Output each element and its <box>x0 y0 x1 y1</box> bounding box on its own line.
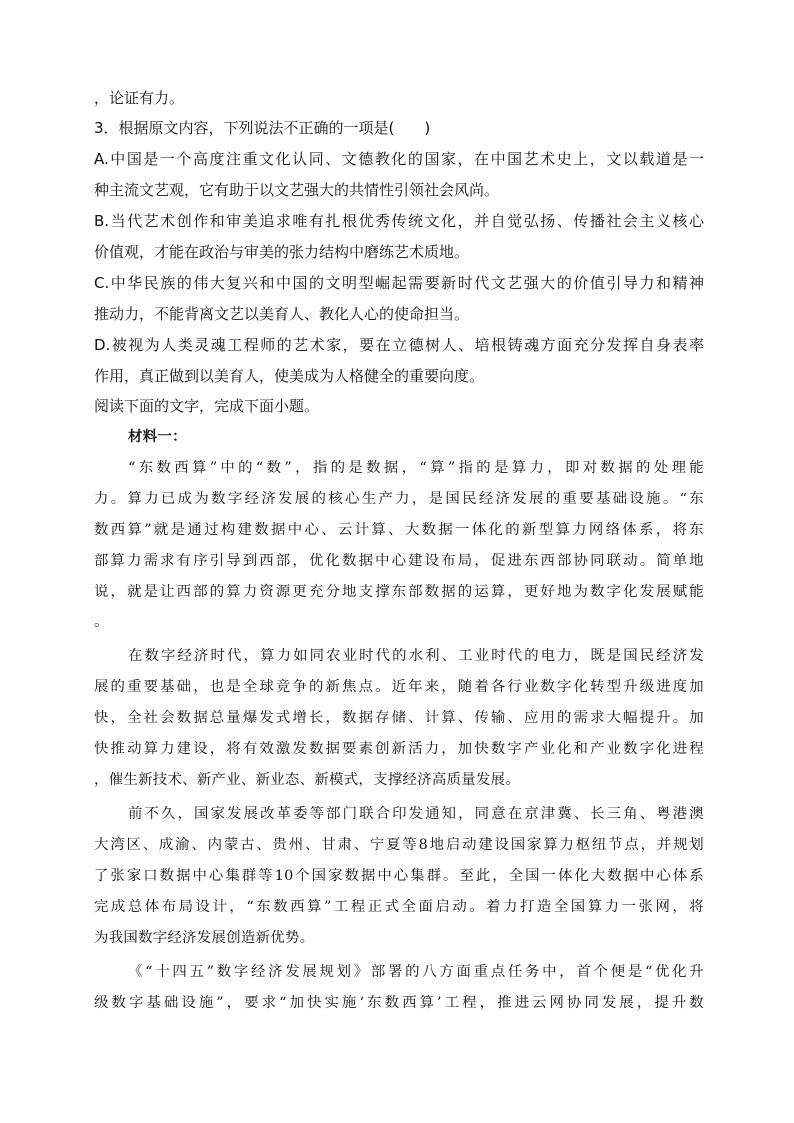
text-line: 3．根据原文内容，下列说法不正确的一项是( ) <box>94 119 431 137</box>
text-line: 说，就是让西部的算力资源更充分地支撑东部数据的运算，更好地为数字化发展赋能 <box>94 584 704 600</box>
text-line: 完成总体布局设计，“东数西算”工程正式全面启动。着力打造全国算力一张网，将 <box>94 899 704 915</box>
text-line: B.当代艺术创作和审美追求唯有扎根优秀传统文化，并自觉弘扬、传播社会主义核心 <box>94 212 704 230</box>
text-line: 材料一： <box>128 428 187 445</box>
text-line: 快，全社会数据总量爆发式增长，数据存储、计算、传输、应用的需求大幅提升。加 <box>94 710 704 726</box>
text-line: 级数字基础设施”，要求“加快实施‘东数西算’工程，推进云网协同发展，提升数 <box>94 995 704 1011</box>
text-line: D.被视为人类灵魂工程师的艺术家，要在立德树人、培根铸魂方面充分发挥自身表率 <box>94 336 704 354</box>
text-line: 展的重要基础，也是全球竞争的新焦点。近年来，随着各行业数字化转型升级进度加 <box>94 679 704 695</box>
text-line: 数西算”就是通过构建数据中心、云计算、大数据一体化的新型算力网络体系，将东 <box>94 522 704 538</box>
text-line: 阅读下面的文字，完成下面小题。 <box>94 397 320 415</box>
text-line: 种主流文艺观，它有助于以文艺强大的共情性引领社会风尚。 <box>94 181 500 199</box>
text-line: 部算力需求有序引导到西部，优化数据中心建设布局，促进东西部协同联动。简单地 <box>94 553 704 569</box>
text-line: 大湾区、成渝、内蒙古、贵州、甘肃、宁夏等8地启动建设国家算力枢纽节点，并规划 <box>94 837 704 853</box>
text-line: 为我国数字经济发展创造新优势。 <box>94 930 315 946</box>
text-line: 作用，真正做到以美育人，使美成为人格健全的重要向度。 <box>94 367 485 385</box>
text-line: ，催生新技术、新产业、新业态、新模式，支撑经济高质量发展。 <box>94 772 521 788</box>
text-line: ，论证有力。 <box>94 89 185 107</box>
text-line: 。 <box>94 614 109 630</box>
text-line: 在数字经济时代，算力如同农业时代的水利、工业时代的电力，既是国民经济发 <box>128 648 704 664</box>
text-line: 价值观，才能在政治与审美的张力结构中磨练艺术质地。 <box>94 243 470 261</box>
text-line: 《“十四五”数字经济发展规划》部署的八方面重点任务中，首个便是“优化升 <box>128 964 704 980</box>
text-line: 推动力，不能背离文艺以美育人、教化人心的使命担当。 <box>94 305 470 323</box>
text-line: A.中国是一个高度注重文化认同、文德教化的国家，在中国艺术史上，文以载道是一 <box>94 150 704 168</box>
text-line: 力。算力已成为数字经济发展的核心生产力，是国民经济发展的重要基础设施。“东 <box>94 491 704 507</box>
text-line: 前不久，国家发展改革委等部门联合印发通知，同意在京津冀、长三角、粤港澳 <box>128 806 704 822</box>
text-line: C.中华民族的伟大复兴和中国的文明型崛起需要新时代文艺强大的价值引导力和精神 <box>94 274 704 292</box>
text-line: 快推动算力建设，将有效激发数据要素创新活力，加快数字产业化和产业数字化进程 <box>94 741 704 757</box>
text-line: “东数西算”中的“数”，指的是数据，“算”指的是算力，即对数据的处理能 <box>128 460 704 476</box>
text-line: 了张家口数据中心集群等10个国家数据中心集群。至此，全国一体化大数据中心体系 <box>94 868 704 884</box>
